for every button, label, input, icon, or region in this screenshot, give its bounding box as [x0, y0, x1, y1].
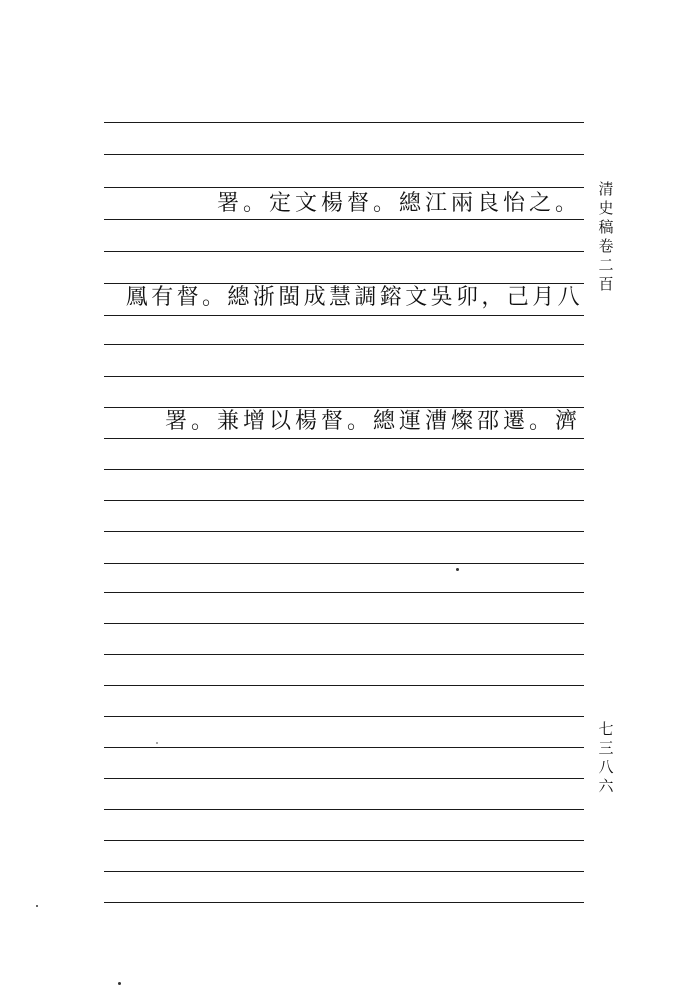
ruled-line — [104, 531, 584, 532]
ruled-line — [104, 902, 584, 903]
ruled-line — [104, 251, 584, 252]
ruled-line — [104, 407, 584, 408]
scan-speck — [156, 742, 158, 744]
ruled-line — [104, 592, 584, 593]
ruled-line — [104, 283, 584, 284]
ruled-line — [104, 654, 584, 655]
running-header: 清 史 稿 卷 二 百 — [598, 180, 614, 293]
ruled-line — [104, 344, 584, 345]
ruled-line — [104, 376, 584, 377]
ruled-line — [104, 778, 584, 779]
ruled-line — [104, 187, 584, 188]
text-row-1: 署。定文楊督。總江兩良怡之。 — [216, 191, 581, 216]
ruled-line — [104, 438, 584, 439]
text-row-3: 署。兼增以楊督。總運漕燦邵遷。濟 — [164, 409, 581, 434]
scan-speck — [118, 982, 121, 985]
ruled-line — [104, 716, 584, 717]
ruled-line — [104, 469, 584, 470]
ruled-line — [104, 500, 584, 501]
ruled-line — [104, 685, 584, 686]
ruled-line — [104, 871, 584, 872]
ruled-line — [104, 747, 584, 748]
ruled-line — [104, 154, 584, 155]
scan-speck — [456, 568, 459, 571]
ruled-line — [104, 623, 584, 624]
ruled-line — [104, 122, 584, 123]
page-number: 七 三 八 六 — [598, 720, 614, 795]
ruled-line — [104, 563, 584, 564]
text-row-2: 鳳有督。總浙閩成慧調鎔文吳卯，己月八 — [125, 285, 583, 310]
ruled-line — [104, 840, 584, 841]
ruled-line — [104, 315, 584, 316]
ruled-line — [104, 219, 584, 220]
ruled-line — [104, 809, 584, 810]
scan-speck — [36, 905, 38, 907]
